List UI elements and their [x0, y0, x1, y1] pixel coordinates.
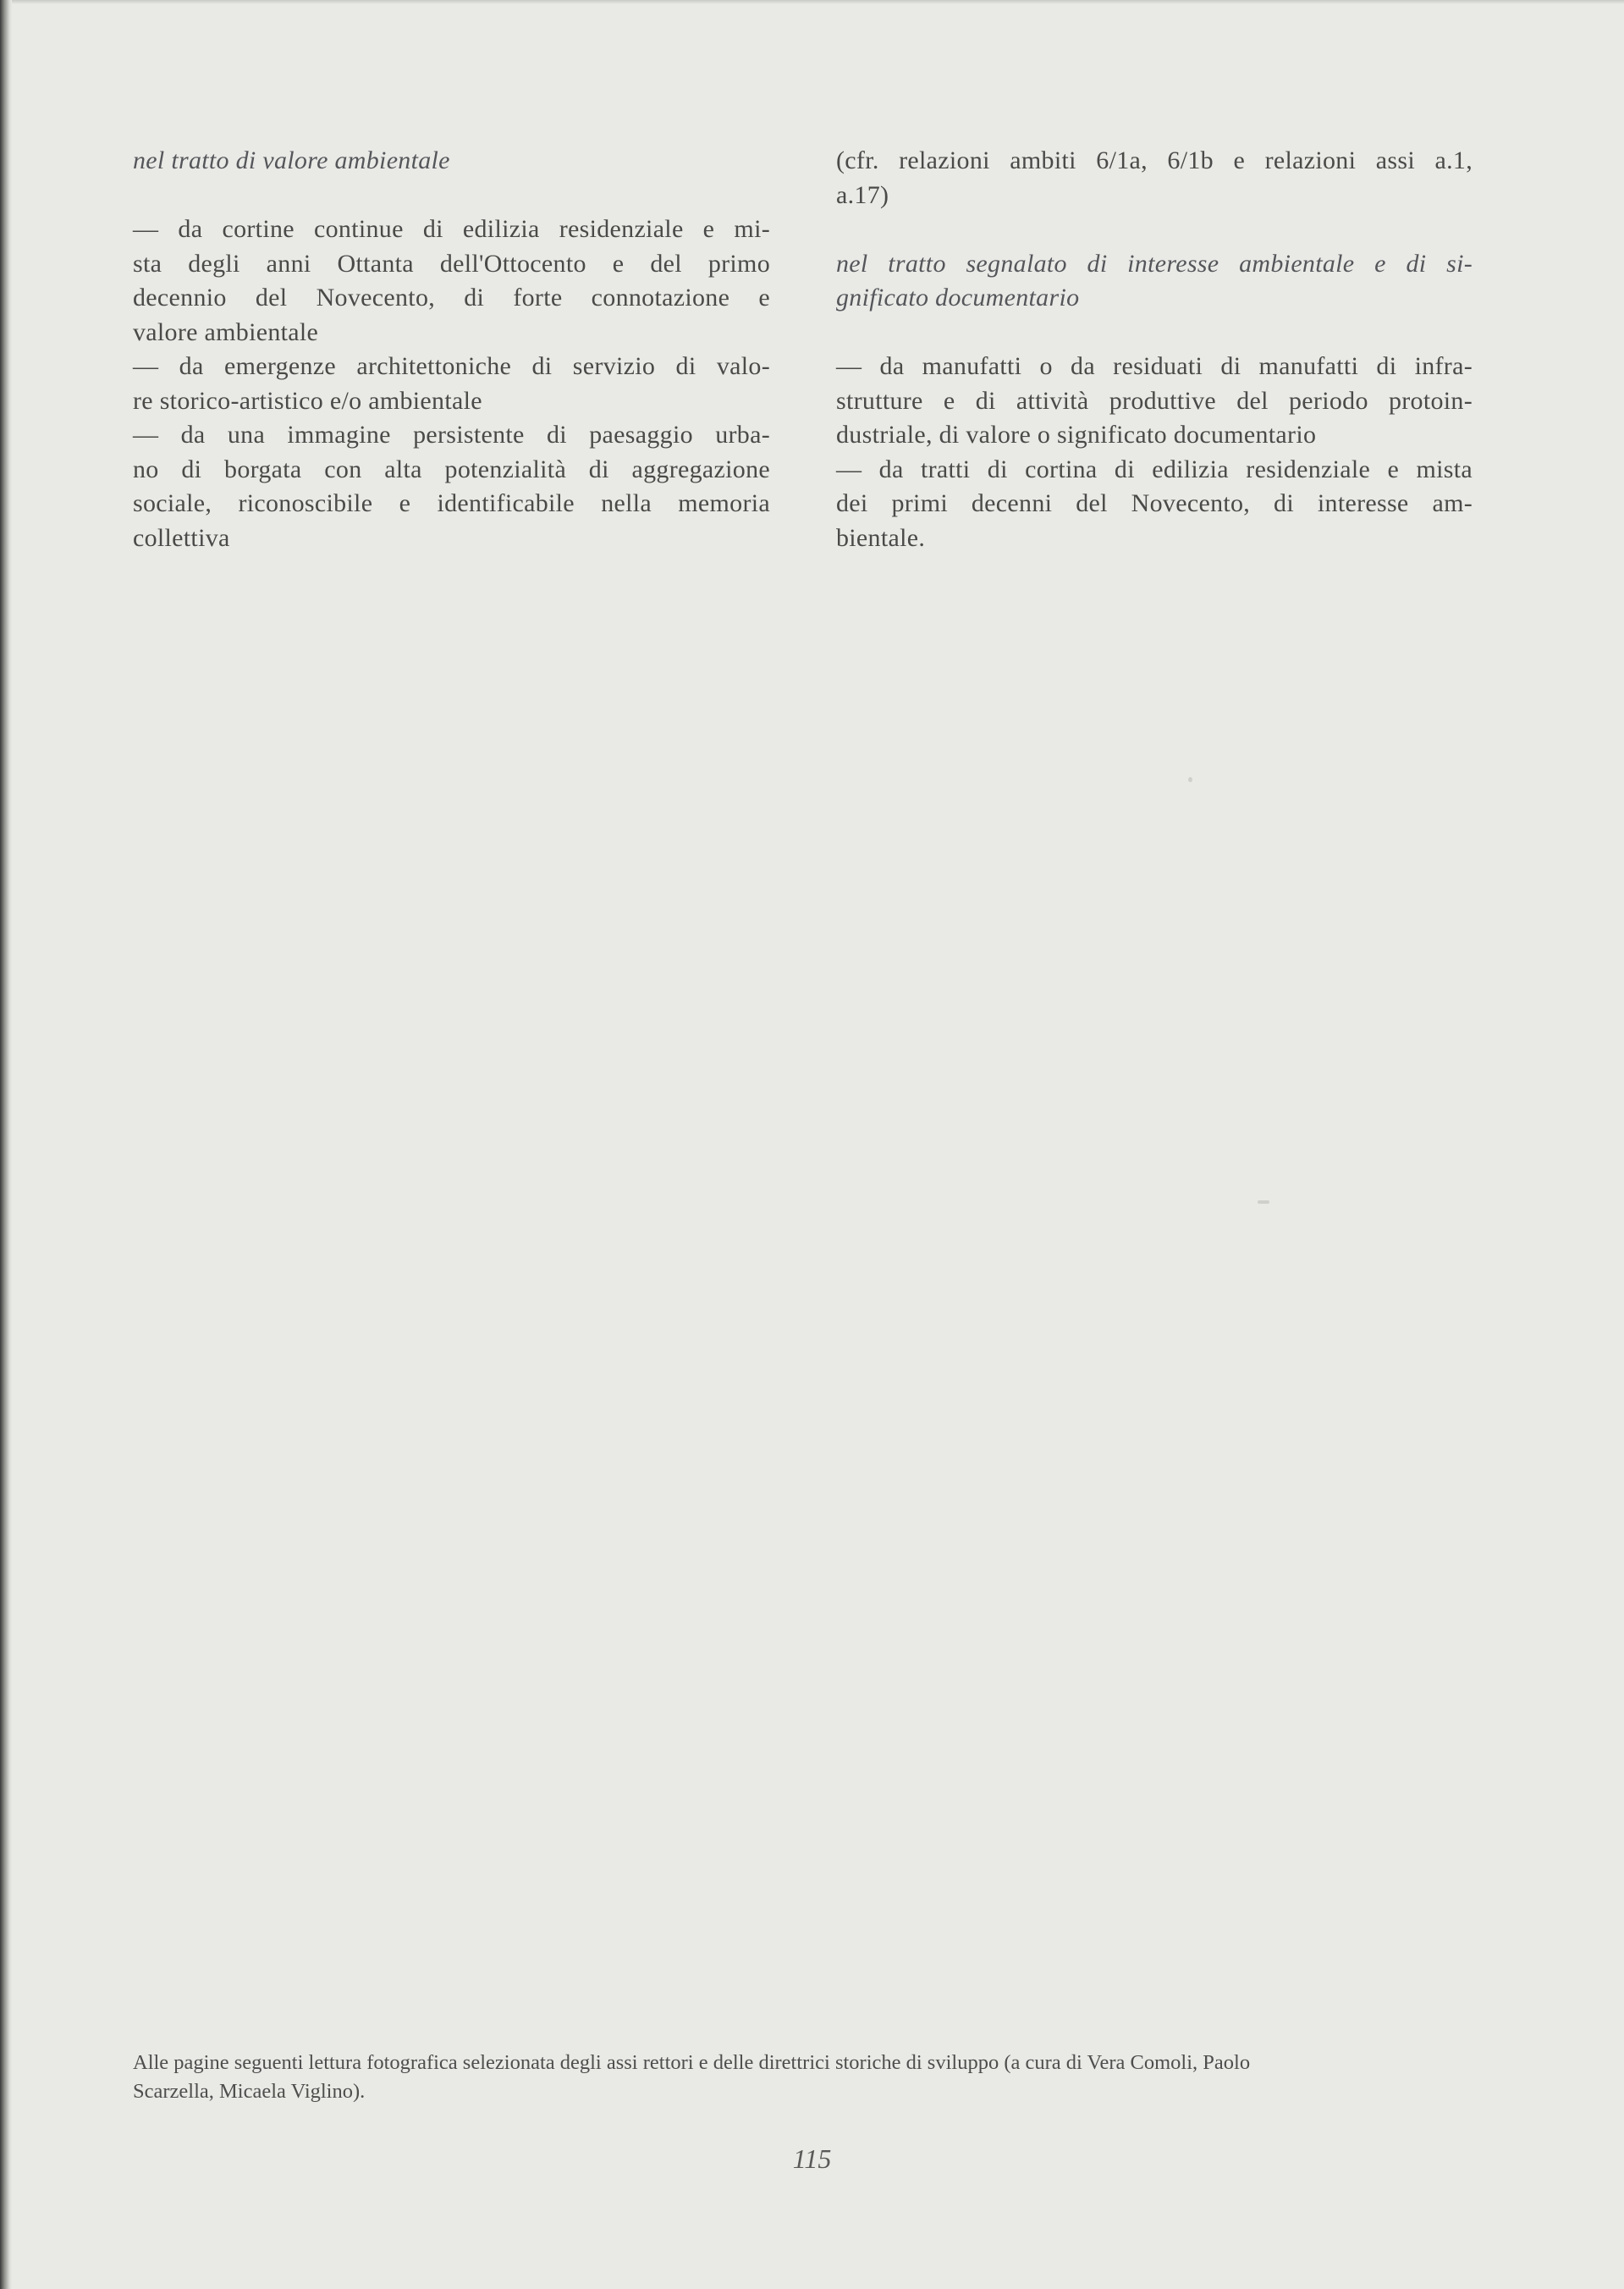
caption-line: Scarzella, Micaela Viglino). — [133, 2080, 366, 2103]
text-line: — da emergenze architettoniche di servizio di valo- — [133, 352, 770, 380]
text-line: bientale. — [836, 523, 926, 552]
heading-line: nel tratto segnalato di interesse ambientale e di si- — [836, 249, 1473, 278]
right-section-heading — [836, 247, 1473, 316]
figure-caption — [133, 2049, 1470, 2106]
page-binding-shadow — [0, 0, 12, 2289]
text-line: — da tratti di cortina di edilizia residenziale e mista — [836, 455, 1473, 483]
reference-line: (cfr. relazioni ambiti 6/1a, 6/1b e relazioni assi a.1, — [836, 146, 1473, 174]
text-line: decennio del Novecento, di forte connotazione e — [133, 284, 770, 312]
spacer — [836, 316, 1473, 350]
text-line: sociale, riconoscibile e identificabile nella memoria — [133, 489, 770, 517]
text-line: strutture e di attività produttive del periodo protoin- — [836, 386, 1473, 415]
paper-speck — [1188, 777, 1192, 782]
heading-line: gnificato documentario — [836, 284, 1080, 312]
text-line: — da manufatti o da residuati di manufatti di infra- — [836, 352, 1473, 380]
text-line: — da cortine continue di edilizia residenziale e mi- — [133, 215, 770, 243]
caption-line: Alle pagine seguenti lettura fotografica selezionata degli assi rettori e delle direttrici storiche di sviluppo (a cura di Vera Comoli, Paolo — [133, 2051, 1251, 2074]
text-line: — da una immagine persistente di paesaggio urba- — [133, 421, 770, 449]
page-top-edge — [0, 0, 1624, 4]
page-number: 115 — [792, 2143, 832, 2174]
reference-note — [836, 144, 1473, 212]
reference-line: a.17) — [836, 180, 889, 209]
text-line: no di borgata con alta potenzialità di aggregazione — [133, 455, 770, 483]
paper-speck — [1258, 1200, 1269, 1204]
spacer — [836, 212, 1473, 247]
left-section-heading: nel tratto di valore ambientale — [133, 146, 450, 174]
text-line: sta degli anni Ottanta dell'Ottocento e del primo — [133, 249, 770, 278]
text-line: dustriale, di valore o significato documentario — [836, 421, 1317, 449]
right-item-list — [836, 350, 1473, 555]
text-line: valore ambientale — [133, 317, 319, 346]
text-line: dei primi decenni del Novecento, di interesse am- — [836, 489, 1473, 517]
right-text-column — [836, 144, 1473, 555]
spacer — [133, 179, 770, 213]
left-text-column — [133, 144, 770, 555]
text-line: re storico-artistico e/o ambientale — [133, 386, 482, 415]
text-line: collettiva — [133, 523, 230, 552]
left-item-list — [133, 212, 770, 555]
